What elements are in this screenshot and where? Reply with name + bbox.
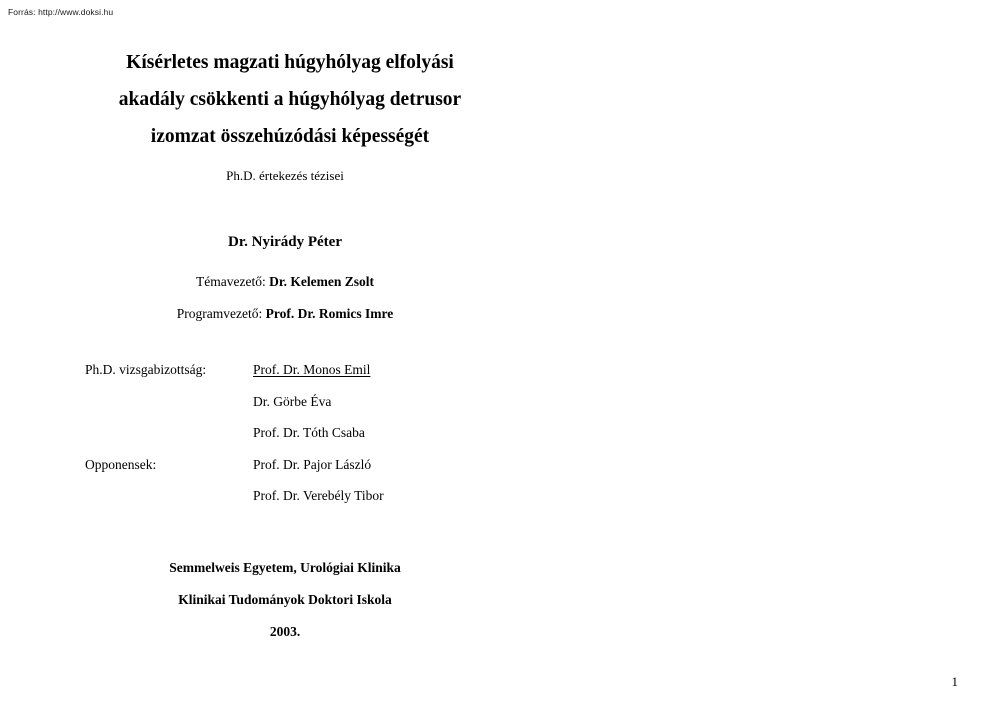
- committee-member-name: Prof. Dr. Pajor László: [253, 456, 372, 472]
- committee-row: [85, 488, 565, 520]
- source-watermark: Forrás: http://www.doksi.hu: [8, 7, 114, 17]
- committee-member-name: Prof. Dr. Tóth Csaba: [253, 425, 365, 440]
- supervisor-block: [40, 266, 530, 330]
- committee-label-examination-board: Ph.D. vizsgabizottság:: [85, 362, 207, 377]
- document-title: [40, 44, 540, 155]
- institution-block: [40, 552, 530, 648]
- title-line-1: Kísérletes magzati húgyhólyag elfolyási: [126, 52, 454, 73]
- committee-row: [85, 394, 565, 426]
- program-director-person-name: Prof. Dr. Romics Imre: [265, 306, 394, 321]
- page-number: 1: [951, 674, 958, 689]
- supervisor-row-thesis: [40, 266, 530, 298]
- committee-member-name: Prof. Dr. Monos Emil: [253, 362, 371, 377]
- supervisor-person-name: Dr. Kelemen Zsolt: [269, 274, 374, 289]
- title-line-3: izomzat összehúzódási képességét: [150, 126, 430, 147]
- publication-year: 2003.: [269, 624, 301, 639]
- author-name: Dr. Nyirády Péter: [228, 234, 342, 250]
- institution-name: Semmelweis Egyetem, Urológiai Klinika: [169, 560, 401, 575]
- committee-row: [85, 362, 565, 394]
- committee-label-opponents: Opponensek:: [85, 456, 157, 472]
- document-subtitle: Ph.D. értekezés tézisei: [226, 168, 344, 183]
- committee-block: [85, 362, 565, 520]
- committee-member-name: Prof. Dr. Verebély Tibor: [253, 488, 384, 503]
- committee-member-name: Dr. Görbe Éva: [253, 393, 332, 409]
- supervisor-row-program: [40, 298, 530, 330]
- committee-row: [85, 457, 565, 489]
- program-director-role-label: Programvezető:: [176, 306, 263, 321]
- committee-row: [85, 425, 565, 457]
- doctoral-school-name: Klinikai Tudományok Doktori Iskola: [178, 592, 392, 607]
- supervisor-role-label: Témavezető:: [196, 274, 266, 289]
- title-line-2: akadály csökkenti a húgyhólyag detrusor: [118, 89, 462, 110]
